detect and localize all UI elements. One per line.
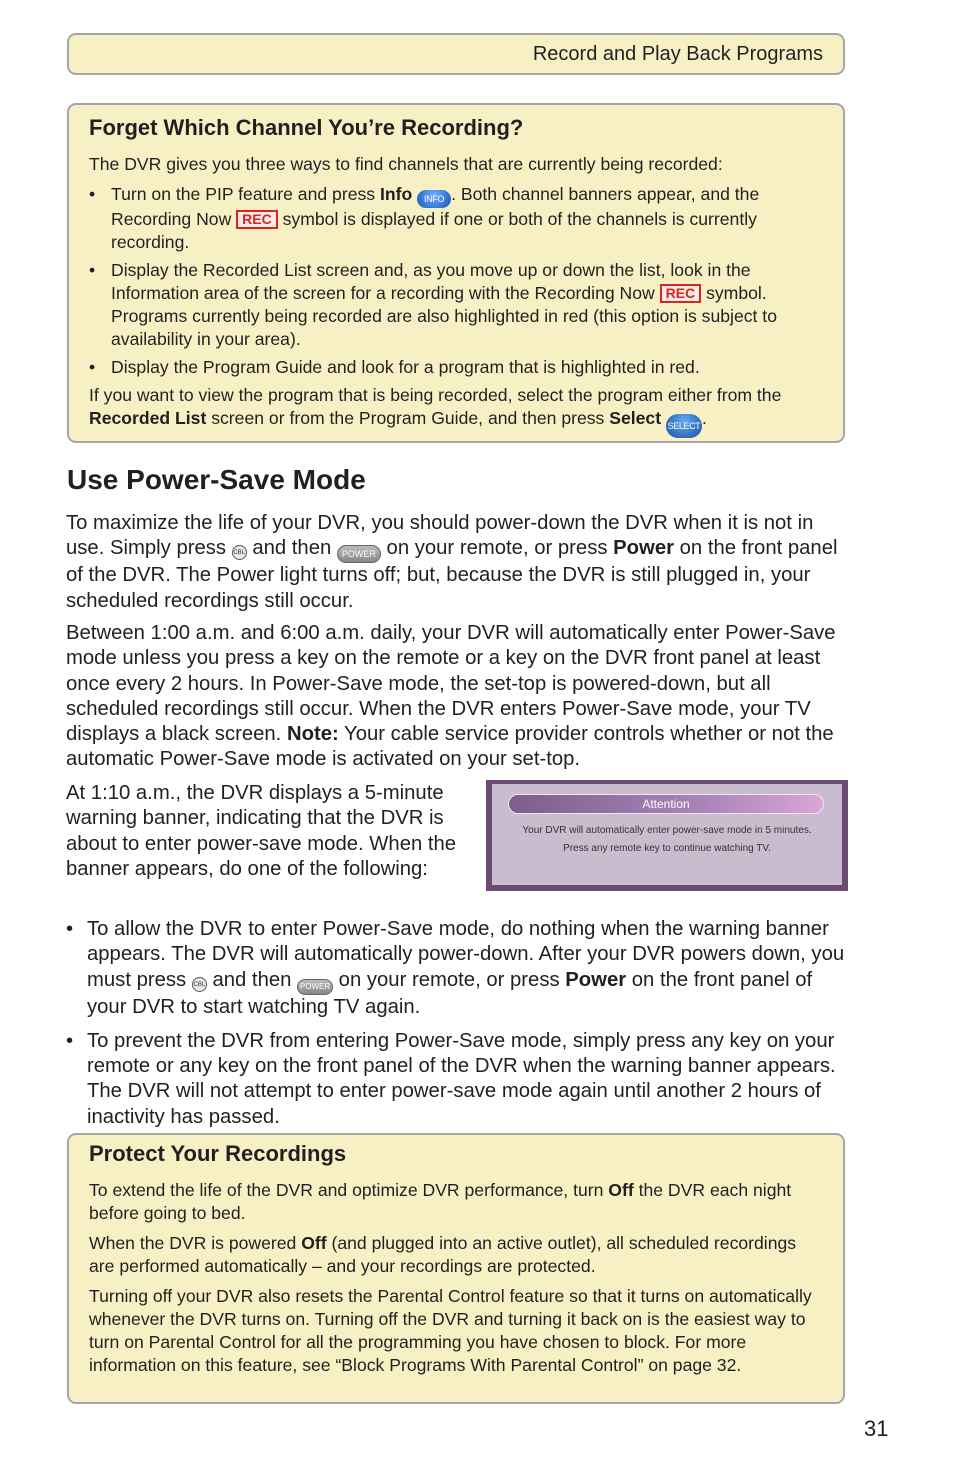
info-button-icon: INFO xyxy=(417,190,451,208)
sidebar-paragraph: Turning off your DVR also resets the Parental Control feature so that it turns on automatically whenever the DVR turns on. Turning off the DVR and turning it back on is the easiest way to turn on Parental Control for all the programming you have chosen to block. For more information on this feature, see “Block Programs With Parental Control” on page 32. xyxy=(89,1286,812,1375)
sidebar-forget-channel xyxy=(67,103,845,443)
sidebar-title: Forget Which Channel You’re Recording? xyxy=(89,115,524,140)
power-button-icon: POWER xyxy=(297,979,333,995)
sidebar-protect-recordings xyxy=(67,1133,845,1404)
list-item: • Turn on the PIP feature and press Info INFO . Both channel banners appear, and the Recording Now REC symbol is displayed if one or both of the channels is currently recording. xyxy=(89,183,833,254)
list-item: • Display the Program Guide and look for a program that is highlighted in red. xyxy=(89,356,833,379)
list-item: • To prevent the DVR from entering Power-Save mode, simply press any key on your remote or any key on the front panel of the DVR when the warning banner appears. The DVR will not attempt to enter power-save mode again until another 2 hours of inactivity has passed. xyxy=(66,1029,846,1130)
banner-title: Attention xyxy=(508,794,824,814)
paragraph-warning-banner: At 1:10 a.m., the DVR displays a 5-minute warning banner, indicating that the DVR is about to enter power-save mode. When the banner appears, do one of the following: xyxy=(66,782,457,880)
paragraph-auto-power-save: Between 1:00 a.m. and 6:00 a.m. daily, your DVR will automatically enter Power-Save mode unless you press a key on the remote or a key on the DVR front panel at least once every 2 hours. In Power-Save mode, the set-top is powered-down, but all scheduled recordings still occur. When the DVR enters Power-Save mode, your TV displays a black screen. Note: Your cable service provider controls whether or not the automatic Power-Save mode is activated on your set-top. xyxy=(66,622,836,771)
sidebar-intro: The DVR gives you three ways to find channels that are currently being recorded: xyxy=(89,154,723,174)
list-item: • To allow the DVR to enter Power-Save mode, do nothing when the warning banner appears. The DVR will automatically power-down. After your DVR powers down, you must press CBL and then POWER on your remote, or press Power on the front panel of your DVR to start watching TV again. xyxy=(66,917,846,1020)
sidebar-paragraph: When the DVR is powered Off (and plugged into an active outlet), all scheduled recordings are performed automatically – and your recordings are protected. xyxy=(89,1233,797,1276)
warning-options-list xyxy=(66,917,846,1139)
cbl-button-icon: CBL xyxy=(192,977,207,992)
running-header: Record and Play Back Programs xyxy=(532,43,823,65)
sidebar-bullet-list xyxy=(89,183,833,379)
header-bar xyxy=(67,33,845,75)
banner-message-line1: Your DVR will automatically enter power-save mode in 5 minutes. xyxy=(522,825,812,836)
cbl-button-icon: CBL xyxy=(232,545,247,560)
page-number: 31 xyxy=(864,1416,889,1441)
attention-banner-image xyxy=(486,780,848,891)
sidebar-title: Protect Your Recordings xyxy=(89,1141,347,1166)
sidebar-closing: If you want to view the program that is being recorded, select the program either from the Recorded List screen or from the Program Guide, and then press Select SELECT. xyxy=(89,384,833,438)
select-button-icon: SELECT xyxy=(666,414,702,438)
section-title: Use Power-Save Mode xyxy=(67,464,366,495)
power-button-icon: POWER xyxy=(337,545,381,563)
rec-icon: REC xyxy=(236,210,278,229)
paragraph-power-down: To maximize the life of your DVR, you should power-down the DVR when it is not in use. Simply press CBL and then POWER on your remote, or press Power on the front panel of the DVR. The Power light turns off; but, because the DVR is still plugged in, your scheduled recordings still occur. xyxy=(66,512,838,612)
sidebar-paragraph: To extend the life of the DVR and optimize DVR performance, turn Off the DVR each night before going to bed. xyxy=(89,1180,792,1223)
banner-message-line2: Press any remote key to continue watching TV. xyxy=(563,843,771,854)
list-item: • Display the Recorded List screen and, as you move up or down the list, look in the Information area of the screen for a recording with the Recording Now REC symbol. Programs currently being recorded are also highlighted in red (this option is subject to availability in your area). xyxy=(89,259,833,351)
rec-icon: REC xyxy=(660,284,702,303)
